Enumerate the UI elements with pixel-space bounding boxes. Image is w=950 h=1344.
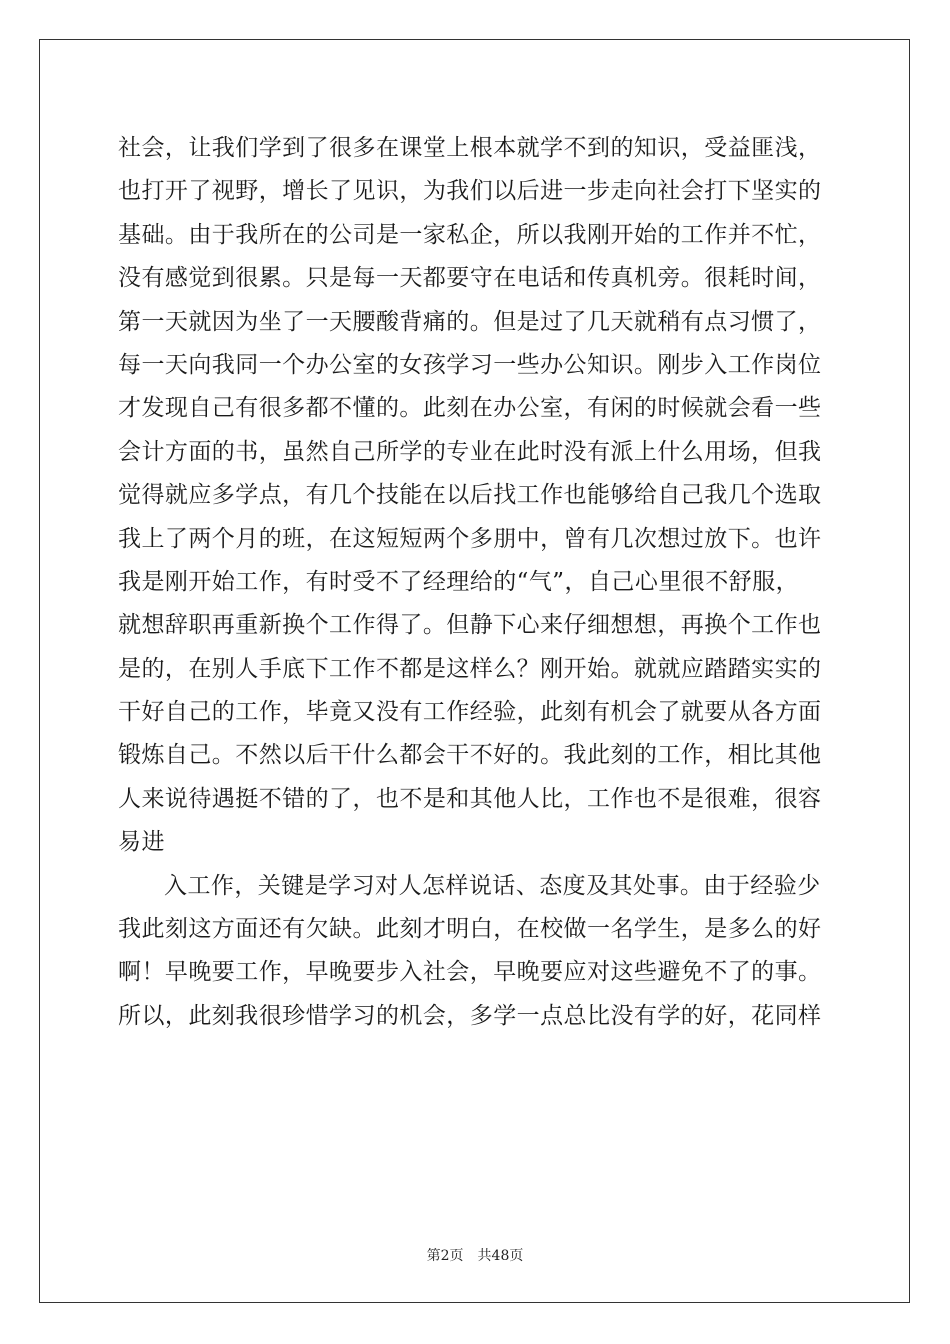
text-line: 锻炼自己。不然以后干什么都会干不好的。我此刻的工作，相比其他 xyxy=(118,742,822,769)
document-body xyxy=(118,127,838,1038)
text-line: 会计方面的书，虽然自己所学的专业在此时没有派上什么用场，但我 xyxy=(118,438,822,465)
text-line: 基础。由于我所在的公司是一家私企，所以我刚开始的工作并不忙， xyxy=(118,221,822,248)
text-line: 第一天就因为坐了一天腰酸背痛的。但是过了几天就稍有点习惯了， xyxy=(118,308,822,335)
text-line: 易进 xyxy=(118,829,165,856)
text-line: 社会，让我们学到了很多在课堂上根本就学不到的知识，受益匪浅， xyxy=(118,135,822,161)
text-line: 每一天向我同一个办公室的女孩学习一些办公知识。刚步入工作岗位 xyxy=(118,351,822,378)
text-line: 我此刻这方面还有欠缺。此刻才明白，在校做一名学生，是多么的好 xyxy=(118,916,822,943)
total-pages: 共48页 xyxy=(477,1248,524,1264)
text-line: 人来说待遇挺不错的了，也不是和其他人比，工作也不是很难，很容 xyxy=(118,785,822,812)
text-line: 觉得就应多学点，有几个技能在以后找工作也能够给自己我几个选取 xyxy=(118,482,822,509)
text-line: 没有感觉到很累。只是每一天都要守在电话和传真机旁。很耗时间， xyxy=(118,265,822,292)
text-line: 我上了两个月的班，在这短短两个多朋中，曾有几次想过放下。也许 xyxy=(118,525,822,552)
text-line: 干好自己的工作，毕竟又没有工作经验，此刻有机会了就要从各方面 xyxy=(118,699,822,726)
text-line: 就想辞职再重新换个工作得了。但静下心来仔细想想，再换个工作也 xyxy=(118,612,822,639)
text-line: 也打开了视野，增长了见识，为我们以后进一步走向社会打下坚实的 xyxy=(118,178,822,205)
page-footer xyxy=(0,1245,950,1265)
paragraph-start-line: 入工作，关键是学习对人怎样说话、态度及其处事。由于经验少 xyxy=(164,872,821,899)
text-line: 是的，在别人手底下工作不都是这样么？刚开始。就就应踏踏实实的 xyxy=(118,655,822,682)
text-line: 我是刚开始工作，有时受不了经理给的“气”，自己心里很不舒服， xyxy=(118,568,800,595)
text-line: 啊！早晚要工作，早晚要步入社会，早晚要应对这些避免不了的事。 xyxy=(118,959,822,986)
page-number: 第2页 xyxy=(426,1248,464,1264)
text-line: 才发现自己有很多都不懂的。此刻在办公室，有闲的时候就会看一些 xyxy=(118,395,822,422)
text-line: 所以，此刻我很珍惜学习的机会，多学一点总比没有学的好，花同样 xyxy=(118,1002,822,1029)
